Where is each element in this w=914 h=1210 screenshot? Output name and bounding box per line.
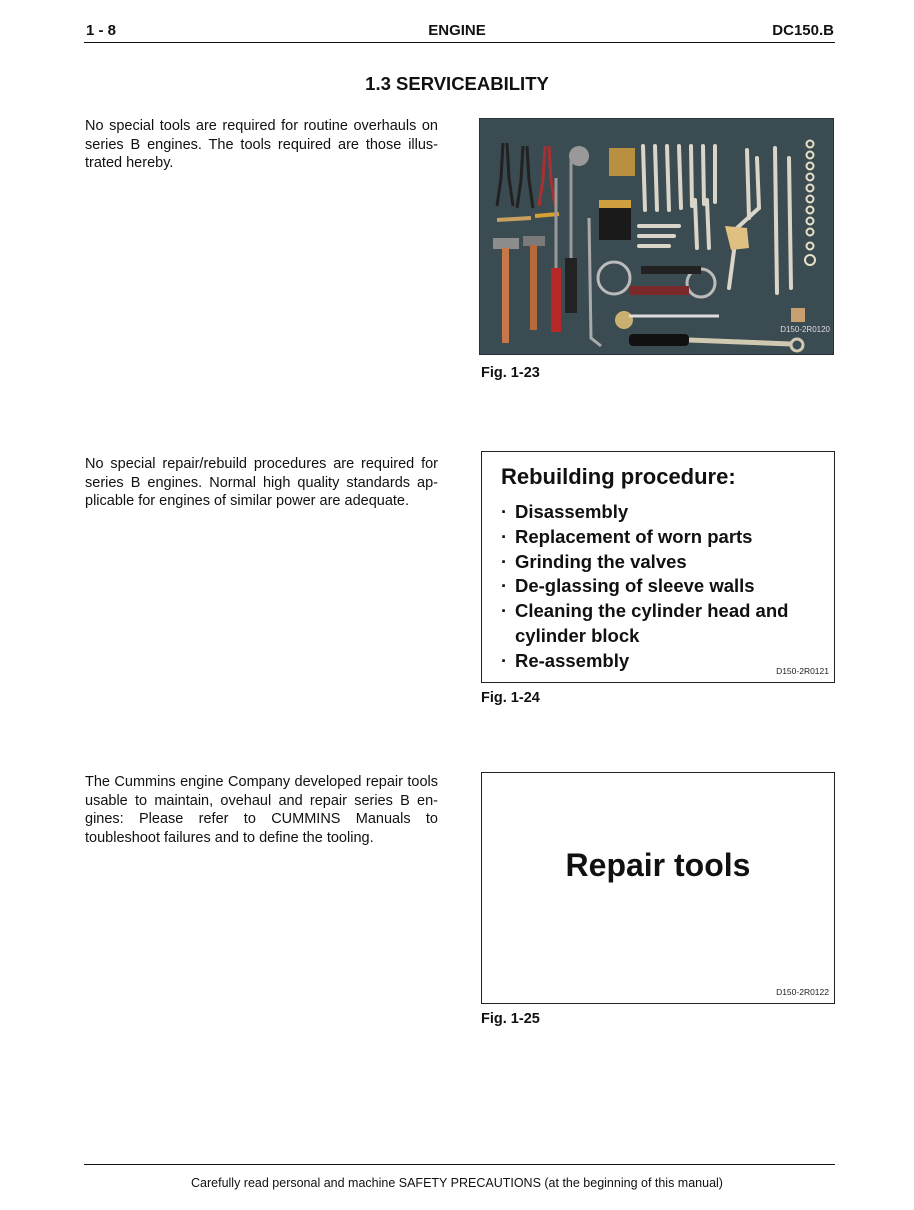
paragraph-line: plicable for engines of similar power are adequate. [85, 493, 410, 509]
paragraph-line: gines: Please refer to CUMMINS Manuals to [85, 811, 438, 827]
list-item: · Cleaning the cylinder head and cylinder block [501, 600, 789, 646]
rebuilding-procedure-figure [481, 451, 835, 683]
paragraph-line: No special tools are required for routine overhauls on [85, 118, 438, 134]
header-rule [84, 42, 835, 43]
section-title: 1.3 SERVICEABILITY [365, 73, 549, 94]
page-number: 1 - 8 [86, 22, 117, 39]
tools-photo [479, 118, 834, 355]
repair-tools-figure [481, 772, 835, 1004]
figure-caption: Fig. 1-23 [481, 365, 540, 381]
paragraph-line: usable to maintain, ovehaul and repair series B en- [85, 792, 438, 809]
footer-rule [84, 1164, 835, 1165]
paragraph-line: series B engines. Normal high quality standards ap- [85, 474, 438, 491]
list-item: · Replacement of worn parts [501, 525, 800, 550]
paragraph-cummins [85, 773, 438, 847]
figure-title: Rebuilding procedure: [501, 464, 736, 489]
paragraph-line: No special repair/rebuild procedures are required for [85, 456, 438, 472]
paragraph-rebuild [85, 455, 438, 511]
paragraph-line: The Cummins engine Company developed repair tools [85, 774, 438, 790]
model-code: DC150.B [772, 22, 834, 39]
paragraph-line: toubleshoot failures and to define the tooling. [85, 829, 374, 846]
bullet-icon: · [501, 525, 508, 547]
bullet-icon: · [501, 550, 508, 572]
figure-code: D150-2R0122 [776, 987, 829, 997]
footer-note: Carefully read personal and machine SAFETY PRECAUTIONS (at the beginning of this manual) [191, 1176, 723, 1190]
bullet-icon: · [501, 501, 508, 522]
figure-caption: Fig. 1-24 [481, 690, 540, 706]
list-item: · De-glassing of sleeve walls [501, 574, 800, 599]
bullet-icon: · [501, 649, 508, 671]
figure-title: Repair tools [565, 847, 751, 883]
paragraph-tools [85, 117, 438, 173]
figure-code: D150-2R0120 [780, 325, 830, 334]
list-item: · Disassembly [501, 500, 800, 525]
chapter-title: ENGINE [428, 22, 486, 39]
list-item: · Grinding the valves [501, 550, 800, 575]
figure-caption: Fig. 1-25 [481, 1011, 540, 1027]
procedure-list [501, 500, 800, 674]
bullet-icon: · [501, 600, 508, 622]
bullet-icon: · [501, 575, 508, 597]
list-item: · Re-assembly [501, 649, 800, 674]
paragraph-line: series B engines. The tools required are those illus- [85, 136, 438, 153]
paragraph-line: trated hereby. [85, 155, 174, 171]
figure-code: D150-2R0121 [776, 666, 829, 676]
